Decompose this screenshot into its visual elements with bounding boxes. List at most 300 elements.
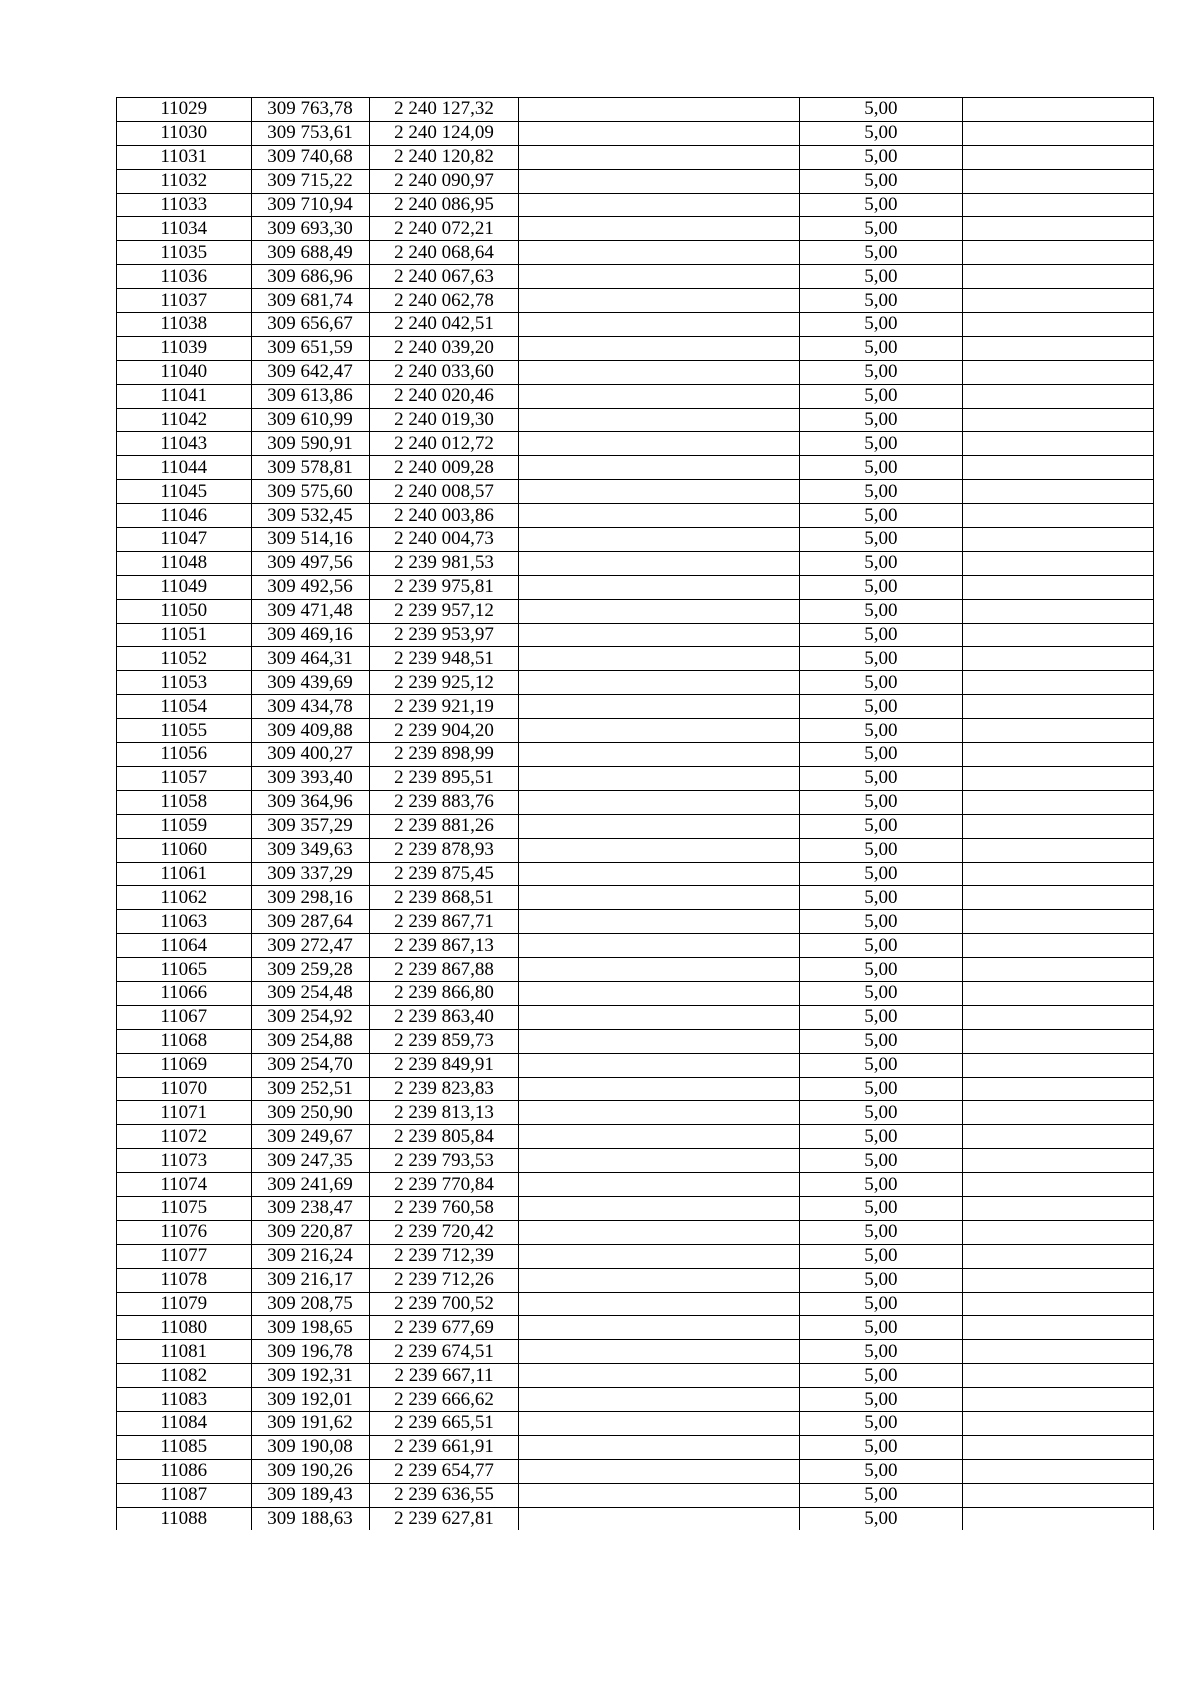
accuracy-cell: 5,00 xyxy=(799,623,962,647)
table-row xyxy=(117,551,1154,575)
description-cell xyxy=(519,1125,799,1149)
extra-cell xyxy=(963,1435,1154,1459)
x-coordinate-cell: 309 409,88 xyxy=(251,719,369,743)
accuracy-cell: 5,00 xyxy=(799,1005,962,1029)
extra-cell xyxy=(963,671,1154,695)
extra-cell xyxy=(963,958,1154,982)
accuracy-cell: 5,00 xyxy=(799,790,962,814)
table-row xyxy=(117,886,1154,910)
point-number-cell: 11057 xyxy=(117,766,252,790)
y-coordinate-cell: 2 239 665,51 xyxy=(369,1411,519,1435)
table-row xyxy=(117,121,1154,145)
accuracy-cell: 5,00 xyxy=(799,1149,962,1173)
description-cell xyxy=(519,98,799,122)
coordinates-table-body xyxy=(117,98,1154,1531)
y-coordinate-cell: 2 239 712,39 xyxy=(369,1244,519,1268)
extra-cell xyxy=(963,1268,1154,1292)
point-number-cell: 11075 xyxy=(117,1196,252,1220)
accuracy-cell: 5,00 xyxy=(799,743,962,767)
point-number-cell: 11074 xyxy=(117,1173,252,1197)
accuracy-cell: 5,00 xyxy=(799,480,962,504)
y-coordinate-cell: 2 239 878,93 xyxy=(369,838,519,862)
accuracy-cell: 5,00 xyxy=(799,934,962,958)
table-row xyxy=(117,1316,1154,1340)
y-coordinate-cell: 2 239 883,76 xyxy=(369,790,519,814)
y-coordinate-cell: 2 240 120,82 xyxy=(369,145,519,169)
x-coordinate-cell: 309 298,16 xyxy=(251,886,369,910)
point-number-cell: 11031 xyxy=(117,145,252,169)
x-coordinate-cell: 309 613,86 xyxy=(251,384,369,408)
extra-cell xyxy=(963,1316,1154,1340)
extra-cell xyxy=(963,1053,1154,1077)
point-number-cell: 11056 xyxy=(117,743,252,767)
y-coordinate-cell: 2 239 895,51 xyxy=(369,766,519,790)
table-row xyxy=(117,289,1154,313)
extra-cell xyxy=(963,1173,1154,1197)
y-coordinate-cell: 2 239 975,81 xyxy=(369,575,519,599)
y-coordinate-cell: 2 239 627,81 xyxy=(369,1507,519,1530)
x-coordinate-cell: 309 400,27 xyxy=(251,743,369,767)
extra-cell xyxy=(963,743,1154,767)
description-cell xyxy=(519,408,799,432)
description-cell xyxy=(519,289,799,313)
point-number-cell: 11078 xyxy=(117,1268,252,1292)
extra-cell xyxy=(963,838,1154,862)
accuracy-cell: 5,00 xyxy=(799,241,962,265)
y-coordinate-cell: 2 239 867,71 xyxy=(369,910,519,934)
accuracy-cell: 5,00 xyxy=(799,575,962,599)
point-number-cell: 11063 xyxy=(117,910,252,934)
table-row xyxy=(117,838,1154,862)
y-coordinate-cell: 2 239 760,58 xyxy=(369,1196,519,1220)
accuracy-cell: 5,00 xyxy=(799,432,962,456)
x-coordinate-cell: 309 191,62 xyxy=(251,1411,369,1435)
accuracy-cell: 5,00 xyxy=(799,384,962,408)
extra-cell xyxy=(963,695,1154,719)
point-number-cell: 11035 xyxy=(117,241,252,265)
x-coordinate-cell: 309 196,78 xyxy=(251,1340,369,1364)
description-cell xyxy=(519,743,799,767)
point-number-cell: 11051 xyxy=(117,623,252,647)
table-row xyxy=(117,98,1154,122)
accuracy-cell: 5,00 xyxy=(799,1459,962,1483)
point-number-cell: 11069 xyxy=(117,1053,252,1077)
x-coordinate-cell: 309 259,28 xyxy=(251,958,369,982)
point-number-cell: 11085 xyxy=(117,1435,252,1459)
description-cell xyxy=(519,838,799,862)
x-coordinate-cell: 309 753,61 xyxy=(251,121,369,145)
description-cell xyxy=(519,1149,799,1173)
table-row xyxy=(117,1292,1154,1316)
extra-cell xyxy=(963,1149,1154,1173)
accuracy-cell: 5,00 xyxy=(799,695,962,719)
extra-cell xyxy=(963,1459,1154,1483)
table-row xyxy=(117,719,1154,743)
y-coordinate-cell: 2 240 008,57 xyxy=(369,480,519,504)
y-coordinate-cell: 2 240 068,64 xyxy=(369,241,519,265)
accuracy-cell: 5,00 xyxy=(799,838,962,862)
x-coordinate-cell: 309 252,51 xyxy=(251,1077,369,1101)
table-row xyxy=(117,958,1154,982)
x-coordinate-cell: 309 349,63 xyxy=(251,838,369,862)
table-row xyxy=(117,1435,1154,1459)
x-coordinate-cell: 309 693,30 xyxy=(251,217,369,241)
description-cell xyxy=(519,1244,799,1268)
accuracy-cell: 5,00 xyxy=(799,1196,962,1220)
x-coordinate-cell: 309 216,24 xyxy=(251,1244,369,1268)
description-cell xyxy=(519,719,799,743)
extra-cell xyxy=(963,1244,1154,1268)
y-coordinate-cell: 2 239 720,42 xyxy=(369,1220,519,1244)
accuracy-cell: 5,00 xyxy=(799,551,962,575)
description-cell xyxy=(519,1268,799,1292)
accuracy-cell: 5,00 xyxy=(799,1316,962,1340)
description-cell xyxy=(519,1364,799,1388)
table-row xyxy=(117,1388,1154,1412)
table-row xyxy=(117,1364,1154,1388)
extra-cell xyxy=(963,886,1154,910)
table-row xyxy=(117,981,1154,1005)
accuracy-cell: 5,00 xyxy=(799,1220,962,1244)
y-coordinate-cell: 2 240 039,20 xyxy=(369,336,519,360)
x-coordinate-cell: 309 208,75 xyxy=(251,1292,369,1316)
table-row xyxy=(117,1173,1154,1197)
x-coordinate-cell: 309 272,47 xyxy=(251,934,369,958)
y-coordinate-cell: 2 239 849,91 xyxy=(369,1053,519,1077)
table-row xyxy=(117,766,1154,790)
x-coordinate-cell: 309 471,48 xyxy=(251,599,369,623)
extra-cell xyxy=(963,336,1154,360)
extra-cell xyxy=(963,1196,1154,1220)
description-cell xyxy=(519,265,799,289)
x-coordinate-cell: 309 740,68 xyxy=(251,145,369,169)
point-number-cell: 11084 xyxy=(117,1411,252,1435)
extra-cell xyxy=(963,1220,1154,1244)
point-number-cell: 11054 xyxy=(117,695,252,719)
x-coordinate-cell: 309 763,78 xyxy=(251,98,369,122)
description-cell xyxy=(519,958,799,982)
accuracy-cell: 5,00 xyxy=(799,958,962,982)
table-row xyxy=(117,265,1154,289)
description-cell xyxy=(519,1005,799,1029)
extra-cell xyxy=(963,313,1154,337)
point-number-cell: 11087 xyxy=(117,1483,252,1507)
y-coordinate-cell: 2 239 875,45 xyxy=(369,862,519,886)
y-coordinate-cell: 2 239 667,11 xyxy=(369,1364,519,1388)
description-cell xyxy=(519,1292,799,1316)
x-coordinate-cell: 309 497,56 xyxy=(251,551,369,575)
description-cell xyxy=(519,886,799,910)
x-coordinate-cell: 309 651,59 xyxy=(251,336,369,360)
point-number-cell: 11033 xyxy=(117,193,252,217)
accuracy-cell: 5,00 xyxy=(799,1244,962,1268)
x-coordinate-cell: 309 590,91 xyxy=(251,432,369,456)
accuracy-cell: 5,00 xyxy=(799,1388,962,1412)
x-coordinate-cell: 309 250,90 xyxy=(251,1101,369,1125)
extra-cell xyxy=(963,145,1154,169)
extra-cell xyxy=(963,480,1154,504)
accuracy-cell: 5,00 xyxy=(799,456,962,480)
point-number-cell: 11042 xyxy=(117,408,252,432)
accuracy-cell: 5,00 xyxy=(799,886,962,910)
table-row xyxy=(117,504,1154,528)
y-coordinate-cell: 2 239 953,97 xyxy=(369,623,519,647)
y-coordinate-cell: 2 239 981,53 xyxy=(369,551,519,575)
extra-cell xyxy=(963,289,1154,313)
extra-cell xyxy=(963,766,1154,790)
x-coordinate-cell: 309 192,31 xyxy=(251,1364,369,1388)
description-cell xyxy=(519,1316,799,1340)
point-number-cell: 11070 xyxy=(117,1077,252,1101)
point-number-cell: 11048 xyxy=(117,551,252,575)
description-cell xyxy=(519,145,799,169)
description-cell xyxy=(519,862,799,886)
extra-cell xyxy=(963,456,1154,480)
table-row xyxy=(117,743,1154,767)
extra-cell xyxy=(963,169,1154,193)
x-coordinate-cell: 309 681,74 xyxy=(251,289,369,313)
extra-cell xyxy=(963,1411,1154,1435)
y-coordinate-cell: 2 239 654,77 xyxy=(369,1459,519,1483)
point-number-cell: 11029 xyxy=(117,98,252,122)
y-coordinate-cell: 2 239 677,69 xyxy=(369,1316,519,1340)
extra-cell xyxy=(963,504,1154,528)
y-coordinate-cell: 2 239 661,91 xyxy=(369,1435,519,1459)
point-number-cell: 11050 xyxy=(117,599,252,623)
y-coordinate-cell: 2 240 012,72 xyxy=(369,432,519,456)
table-row xyxy=(117,456,1154,480)
table-row xyxy=(117,1268,1154,1292)
point-number-cell: 11082 xyxy=(117,1364,252,1388)
description-cell xyxy=(519,981,799,1005)
x-coordinate-cell: 309 254,48 xyxy=(251,981,369,1005)
y-coordinate-cell: 2 240 004,73 xyxy=(369,528,519,552)
extra-cell xyxy=(963,862,1154,886)
point-number-cell: 11046 xyxy=(117,504,252,528)
accuracy-cell: 5,00 xyxy=(799,1435,962,1459)
x-coordinate-cell: 309 254,88 xyxy=(251,1029,369,1053)
y-coordinate-cell: 2 239 770,84 xyxy=(369,1173,519,1197)
point-number-cell: 11060 xyxy=(117,838,252,862)
point-number-cell: 11037 xyxy=(117,289,252,313)
description-cell xyxy=(519,814,799,838)
description-cell xyxy=(519,121,799,145)
description-cell xyxy=(519,1077,799,1101)
accuracy-cell: 5,00 xyxy=(799,313,962,337)
x-coordinate-cell: 309 656,67 xyxy=(251,313,369,337)
y-coordinate-cell: 2 239 674,51 xyxy=(369,1340,519,1364)
table-row xyxy=(117,1196,1154,1220)
accuracy-cell: 5,00 xyxy=(799,1268,962,1292)
description-cell xyxy=(519,1029,799,1053)
point-number-cell: 11043 xyxy=(117,432,252,456)
accuracy-cell: 5,00 xyxy=(799,981,962,1005)
point-number-cell: 11052 xyxy=(117,647,252,671)
y-coordinate-cell: 2 240 009,28 xyxy=(369,456,519,480)
accuracy-cell: 5,00 xyxy=(799,1029,962,1053)
extra-cell xyxy=(963,241,1154,265)
extra-cell xyxy=(963,1125,1154,1149)
description-cell xyxy=(519,528,799,552)
accuracy-cell: 5,00 xyxy=(799,1507,962,1530)
x-coordinate-cell: 309 254,92 xyxy=(251,1005,369,1029)
y-coordinate-cell: 2 240 072,21 xyxy=(369,217,519,241)
y-coordinate-cell: 2 240 067,63 xyxy=(369,265,519,289)
table-row xyxy=(117,145,1154,169)
x-coordinate-cell: 309 190,26 xyxy=(251,1459,369,1483)
y-coordinate-cell: 2 239 948,51 xyxy=(369,647,519,671)
table-row xyxy=(117,1507,1154,1530)
x-coordinate-cell: 309 469,16 xyxy=(251,623,369,647)
description-cell xyxy=(519,1483,799,1507)
accuracy-cell: 5,00 xyxy=(799,671,962,695)
description-cell xyxy=(519,1459,799,1483)
x-coordinate-cell: 309 254,70 xyxy=(251,1053,369,1077)
x-coordinate-cell: 309 189,43 xyxy=(251,1483,369,1507)
extra-cell xyxy=(963,551,1154,575)
extra-cell xyxy=(963,981,1154,1005)
description-cell xyxy=(519,217,799,241)
table-row xyxy=(117,432,1154,456)
table-row xyxy=(117,360,1154,384)
y-coordinate-cell: 2 239 867,13 xyxy=(369,934,519,958)
accuracy-cell: 5,00 xyxy=(799,360,962,384)
description-cell xyxy=(519,575,799,599)
description-cell xyxy=(519,193,799,217)
point-number-cell: 11034 xyxy=(117,217,252,241)
point-number-cell: 11083 xyxy=(117,1388,252,1412)
extra-cell xyxy=(963,1388,1154,1412)
accuracy-cell: 5,00 xyxy=(799,217,962,241)
y-coordinate-cell: 2 240 020,46 xyxy=(369,384,519,408)
point-number-cell: 11068 xyxy=(117,1029,252,1053)
x-coordinate-cell: 309 686,96 xyxy=(251,265,369,289)
table-row xyxy=(117,241,1154,265)
description-cell xyxy=(519,623,799,647)
extra-cell xyxy=(963,1292,1154,1316)
accuracy-cell: 5,00 xyxy=(799,647,962,671)
table-row xyxy=(117,1459,1154,1483)
extra-cell xyxy=(963,910,1154,934)
table-row xyxy=(117,217,1154,241)
y-coordinate-cell: 2 240 124,09 xyxy=(369,121,519,145)
y-coordinate-cell: 2 239 904,20 xyxy=(369,719,519,743)
y-coordinate-cell: 2 239 957,12 xyxy=(369,599,519,623)
point-number-cell: 11059 xyxy=(117,814,252,838)
x-coordinate-cell: 309 241,69 xyxy=(251,1173,369,1197)
x-coordinate-cell: 309 247,35 xyxy=(251,1149,369,1173)
y-coordinate-cell: 2 239 712,26 xyxy=(369,1268,519,1292)
table-row xyxy=(117,480,1154,504)
extra-cell xyxy=(963,1101,1154,1125)
accuracy-cell: 5,00 xyxy=(799,336,962,360)
y-coordinate-cell: 2 240 090,97 xyxy=(369,169,519,193)
extra-cell xyxy=(963,599,1154,623)
y-coordinate-cell: 2 239 823,83 xyxy=(369,1077,519,1101)
description-cell xyxy=(519,504,799,528)
point-number-cell: 11032 xyxy=(117,169,252,193)
description-cell xyxy=(519,313,799,337)
description-cell xyxy=(519,766,799,790)
x-coordinate-cell: 309 198,65 xyxy=(251,1316,369,1340)
y-coordinate-cell: 2 239 868,51 xyxy=(369,886,519,910)
table-row xyxy=(117,862,1154,886)
y-coordinate-cell: 2 240 062,78 xyxy=(369,289,519,313)
y-coordinate-cell: 2 239 898,99 xyxy=(369,743,519,767)
extra-cell xyxy=(963,575,1154,599)
description-cell xyxy=(519,671,799,695)
point-number-cell: 11065 xyxy=(117,958,252,982)
x-coordinate-cell: 309 434,78 xyxy=(251,695,369,719)
table-row xyxy=(117,336,1154,360)
table-row xyxy=(117,671,1154,695)
y-coordinate-cell: 2 239 813,13 xyxy=(369,1101,519,1125)
point-number-cell: 11039 xyxy=(117,336,252,360)
x-coordinate-cell: 309 578,81 xyxy=(251,456,369,480)
accuracy-cell: 5,00 xyxy=(799,910,962,934)
description-cell xyxy=(519,1196,799,1220)
point-number-cell: 11067 xyxy=(117,1005,252,1029)
point-number-cell: 11049 xyxy=(117,575,252,599)
description-cell xyxy=(519,1388,799,1412)
x-coordinate-cell: 309 439,69 xyxy=(251,671,369,695)
extra-cell xyxy=(963,814,1154,838)
extra-cell xyxy=(963,360,1154,384)
description-cell xyxy=(519,384,799,408)
table-row xyxy=(117,1483,1154,1507)
x-coordinate-cell: 309 532,45 xyxy=(251,504,369,528)
point-number-cell: 11086 xyxy=(117,1459,252,1483)
y-coordinate-cell: 2 240 042,51 xyxy=(369,313,519,337)
x-coordinate-cell: 309 337,29 xyxy=(251,862,369,886)
y-coordinate-cell: 2 239 866,80 xyxy=(369,981,519,1005)
table-row xyxy=(117,814,1154,838)
extra-cell xyxy=(963,719,1154,743)
table-row xyxy=(117,1053,1154,1077)
accuracy-cell: 5,00 xyxy=(799,169,962,193)
accuracy-cell: 5,00 xyxy=(799,1101,962,1125)
accuracy-cell: 5,00 xyxy=(799,862,962,886)
description-cell xyxy=(519,551,799,575)
point-number-cell: 11036 xyxy=(117,265,252,289)
extra-cell xyxy=(963,528,1154,552)
x-coordinate-cell: 309 575,60 xyxy=(251,480,369,504)
description-cell xyxy=(519,336,799,360)
table-row xyxy=(117,910,1154,934)
table-row xyxy=(117,313,1154,337)
y-coordinate-cell: 2 239 636,55 xyxy=(369,1483,519,1507)
description-cell xyxy=(519,1507,799,1530)
description-cell xyxy=(519,1220,799,1244)
x-coordinate-cell: 309 238,47 xyxy=(251,1196,369,1220)
description-cell xyxy=(519,790,799,814)
accuracy-cell: 5,00 xyxy=(799,599,962,623)
y-coordinate-cell: 2 240 086,95 xyxy=(369,193,519,217)
table-row xyxy=(117,384,1154,408)
table-row xyxy=(117,1340,1154,1364)
description-cell xyxy=(519,1435,799,1459)
x-coordinate-cell: 309 710,94 xyxy=(251,193,369,217)
x-coordinate-cell: 309 393,40 xyxy=(251,766,369,790)
table-row xyxy=(117,528,1154,552)
table-row xyxy=(117,193,1154,217)
accuracy-cell: 5,00 xyxy=(799,145,962,169)
y-coordinate-cell: 2 239 666,62 xyxy=(369,1388,519,1412)
description-cell xyxy=(519,647,799,671)
description-cell xyxy=(519,1101,799,1125)
x-coordinate-cell: 309 216,17 xyxy=(251,1268,369,1292)
description-cell xyxy=(519,695,799,719)
